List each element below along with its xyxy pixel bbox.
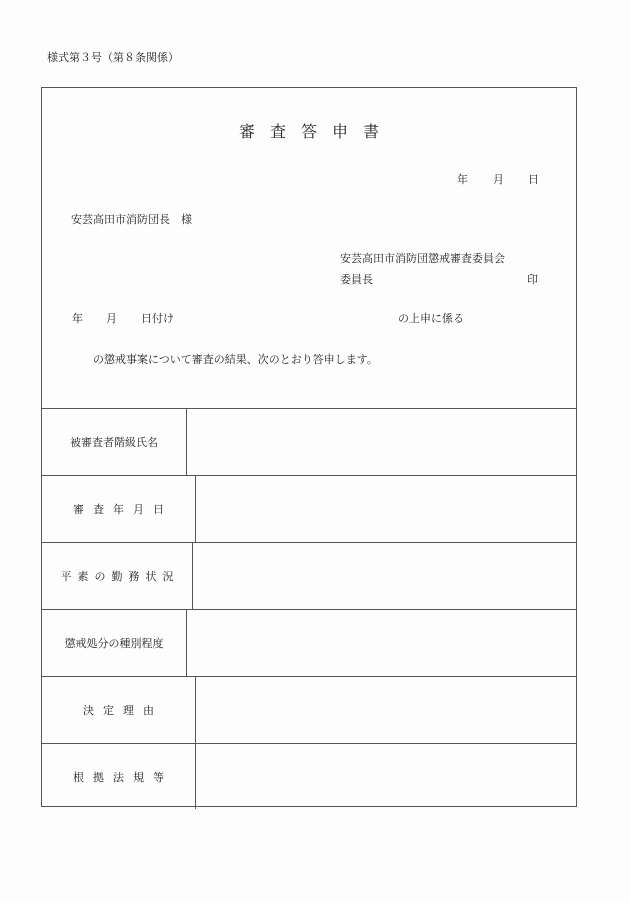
row-value-field[interactable] — [187, 610, 576, 676]
row-value-field[interactable] — [196, 744, 576, 809]
row-label: 懲戒処分の種別程度 — [42, 610, 187, 676]
date-day: 日 — [528, 173, 539, 186]
table-row — [42, 743, 576, 809]
report-frame — [41, 87, 577, 807]
table-row — [42, 609, 576, 676]
ref-month: 月 — [106, 312, 117, 325]
date-month: 月 — [493, 173, 504, 186]
ref-tail: の上申に係る — [398, 312, 464, 325]
date-year: 年 — [457, 173, 468, 186]
review-table — [42, 408, 576, 809]
table-row — [42, 475, 576, 542]
document-title: 審査答申書 — [238, 122, 394, 141]
form-reference: 様式第３号（第８条関係） — [47, 51, 179, 64]
row-label: 根拠法規等 — [42, 744, 196, 809]
body-text: の懲戒事案について審査の結果、次のとおり答申します。 — [93, 353, 378, 366]
ref-day-suffix: 日付け — [141, 312, 174, 325]
table-row — [42, 542, 576, 609]
row-label: 決定理由 — [42, 677, 196, 743]
row-label: 審査年月日 — [42, 476, 196, 542]
row-value-field[interactable] — [196, 476, 576, 542]
row-value-field[interactable] — [187, 409, 576, 475]
table-row — [42, 676, 576, 743]
seal-mark: 印 — [527, 273, 538, 286]
table-row — [42, 408, 576, 475]
sender-chair: 委員長 — [340, 273, 373, 286]
row-label: 平素の勤務状況 — [42, 543, 193, 609]
sender-committee: 安芸高田市消防団懲戒審査委員会 — [340, 252, 505, 265]
row-value-field[interactable] — [193, 543, 576, 609]
row-label: 被審査者階級氏名 — [42, 409, 187, 475]
ref-year: 年 — [72, 312, 83, 325]
addressee: 安芸高田市消防団長 様 — [71, 213, 192, 226]
row-value-field[interactable] — [196, 677, 576, 743]
